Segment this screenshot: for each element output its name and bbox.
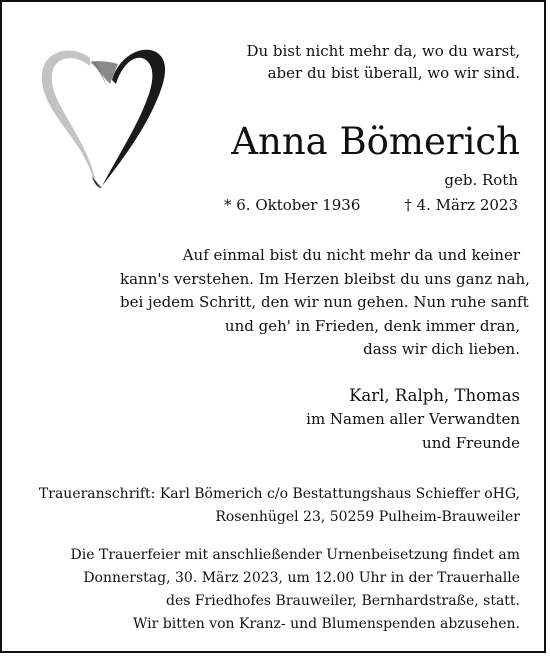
poem-line: dass wir dich lieben. bbox=[363, 340, 520, 358]
poem bbox=[120, 244, 530, 362]
poem-line: kann's verstehen. Im Herzen bleibst du uns ganz nah, bbox=[120, 269, 530, 288]
family-names: Karl, Ralph, Thomas bbox=[349, 386, 520, 405]
mourners bbox=[220, 383, 520, 455]
funeral-service-info bbox=[20, 544, 520, 636]
quote-line: aber du bist überall, wo wir sind. bbox=[267, 64, 520, 82]
service-line: Die Trauerfeier mit anschließender Urnenbeisetzung findet am bbox=[70, 547, 520, 563]
poem-line: und geh' in Frieden, denk immer dran, bbox=[224, 316, 520, 335]
death-date: † 4. März 2023 bbox=[404, 196, 518, 214]
deceased-name: Anna Bömerich bbox=[231, 120, 520, 163]
mourning-address bbox=[20, 483, 520, 529]
address-line: Traueranschrift: Karl Bömerich c/o Bestattungshaus Schieffer oHG, bbox=[38, 486, 520, 502]
birth-date: * 6. Oktober 1936 bbox=[224, 196, 361, 214]
poem-line: bei jedem Schritt, den wir nun gehen. Nun ruhe sanft bbox=[120, 293, 529, 311]
quote-line: Du bist nicht mehr da, wo du warst, bbox=[246, 42, 520, 60]
address-line: Rosenhügel 23, 50259 Pulheim-Brauweiler bbox=[215, 509, 520, 525]
service-line: des Friedhofes Brauweiler, Bernhardstraße, statt. bbox=[165, 593, 520, 609]
poem-line: Auf einmal bist du nicht mehr da und keiner bbox=[182, 246, 520, 264]
maiden-name: geb. Roth bbox=[444, 171, 518, 189]
mourners-line: im Namen aller Verwandten bbox=[306, 410, 520, 428]
heart-icon bbox=[32, 40, 172, 190]
service-line: Donnerstag, 30. März 2023, um 12.00 Uhr in der Trauerhalle bbox=[83, 570, 520, 586]
mourners-line: und Freunde bbox=[422, 433, 520, 452]
opening-quote bbox=[200, 40, 520, 84]
service-line: Wir bitten von Kranz- und Blumenspenden abzusehen. bbox=[133, 616, 520, 632]
